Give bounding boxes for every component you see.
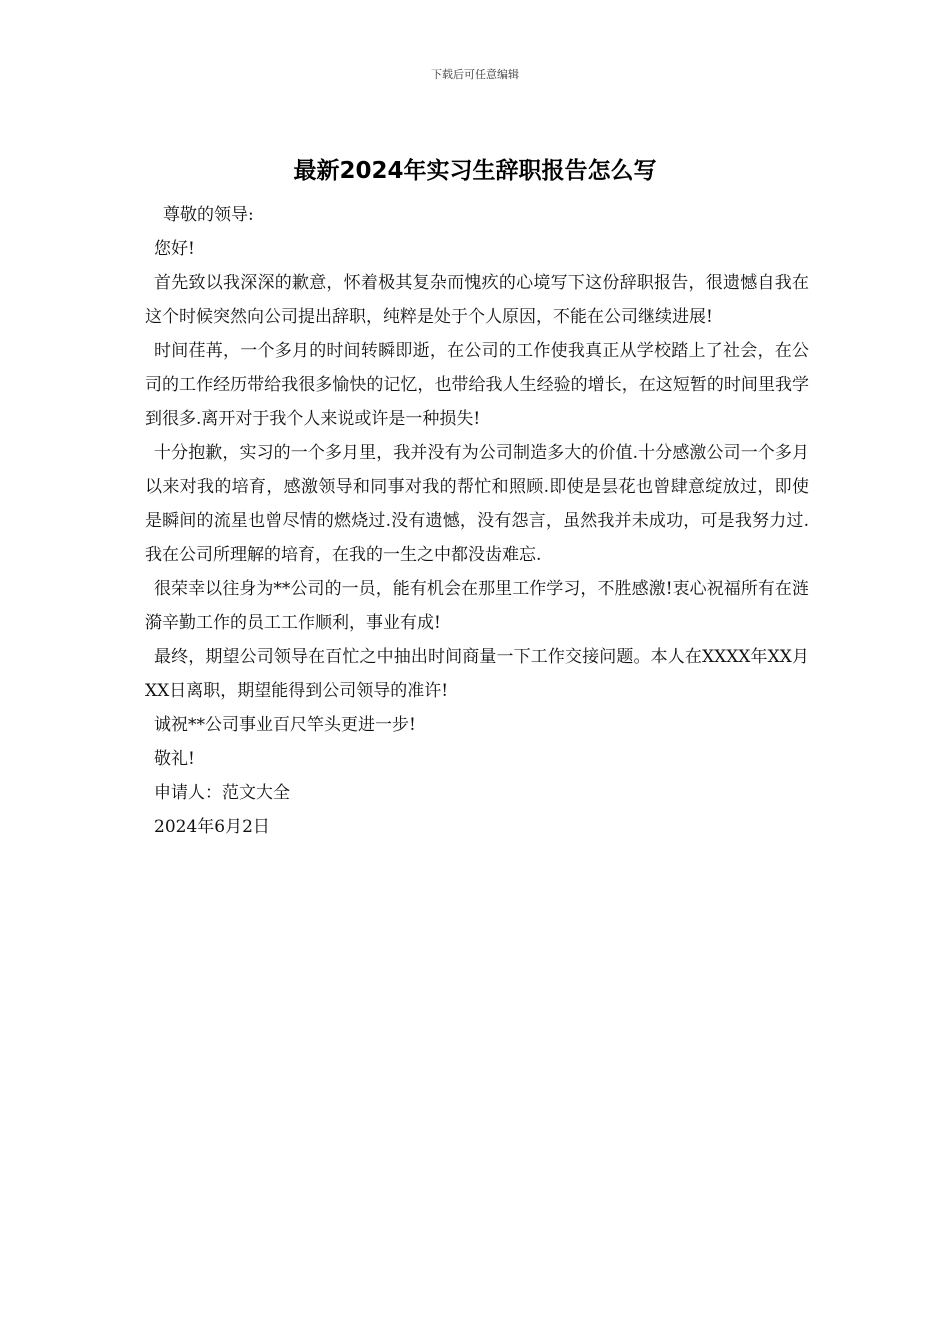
letter-body: [145, 198, 809, 844]
paragraph-3: 十分抱歉，实习的一个多月里，我并没有为公司制造多大的价值.十分感激公司一个多月以来对我的培育，感激领导和同事对我的帮忙和照顾.即使是昙花也曾肆意绽放过，即使是瞬间的流星也曾尽情的燃烧过.没有遗憾，没有怨言，虽然我并未成功，可是我努力过.我在公司所理解的培育，在我的一生之中都没齿难忘.: [145, 443, 809, 565]
document-title: 最新2024年实习生辞职报告怎么写: [293, 158, 657, 184]
salutation: 尊敬的领导:: [163, 205, 254, 225]
paragraph-2: 时间荏苒，一个多月的时间转瞬即逝，在公司的工作使我真正从学校踏上了社会，在公司的工作经历带给我很多愉快的记忆，也带给我人生经验的增长，在这短暂的时间里我学到很多.离开对于我个人来说或许是一种损失!: [145, 341, 809, 429]
paragraph-1: 首先致以我深深的歉意，怀着极其复杂而愧疚的心境写下这份辞职报告，很遗憾自我在这个时候突然向公司提出辞职，纯粹是处于个人原因，不能在公司继续进展!: [145, 273, 809, 327]
date: 2024年6月2日: [154, 817, 270, 837]
header-note: 下载后可任意编辑: [431, 68, 519, 81]
closing-wish: 诚祝**公司事业百尺竿头更进一步!: [154, 715, 416, 735]
paragraph-4: 很荣幸以往身为**公司的一员，能有机会在那里工作学习，不胜感激!衷心祝福所有在涟漪辛勤工作的员工工作顺利，事业有成!: [145, 579, 809, 633]
paragraph-5: 最终，期望公司领导在百忙之中抽出时间商量一下工作交接问题。本人在XXXX年XX月XX日离职，期望能得到公司领导的准许!: [145, 647, 809, 701]
applicant: 申请人：范文大全: [154, 783, 290, 803]
greeting: 您好!: [154, 239, 195, 259]
regards: 敬礼!: [154, 749, 195, 769]
